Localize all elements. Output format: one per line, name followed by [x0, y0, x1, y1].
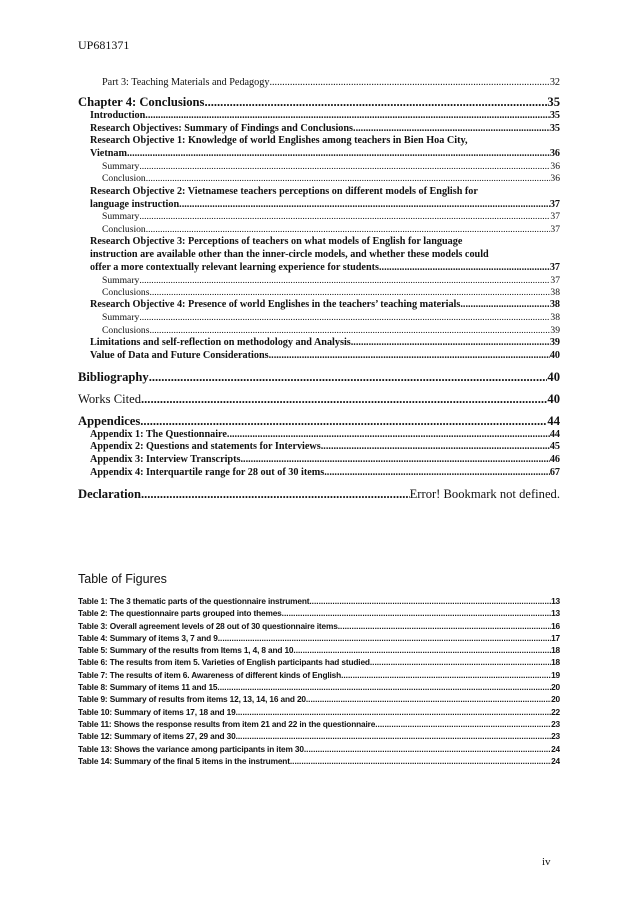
toc-entry-text: Vietnam	[90, 148, 127, 160]
toc-leader	[139, 275, 550, 287]
figure-entry[interactable]	[78, 755, 560, 767]
toc-leader	[139, 161, 550, 173]
figure-leader	[375, 718, 551, 730]
toc-leader	[127, 148, 550, 161]
toc-entry-text: Appendix 2: Questions and statements for Interviews	[90, 441, 321, 453]
toc-page-number: 36	[550, 173, 560, 185]
toc-entry-ro3-conclusions[interactable]	[78, 287, 560, 299]
figure-page-number: 18	[551, 645, 560, 656]
figure-page-number: 23	[551, 731, 560, 742]
toc-leader	[179, 199, 550, 212]
toc-entry-ro4-conclusions[interactable]	[78, 325, 560, 337]
toc-entry-ro3-line2[interactable]: instruction are available other than the inner-circle models, and whether these models could	[90, 249, 489, 260]
figure-entry-text: Table 7: The results of item 6. Awareness of different kinds of English	[78, 669, 342, 680]
figure-page-number: 17	[551, 632, 560, 643]
toc-page-number: 36	[550, 160, 560, 172]
toc-entry-text: Appendix 3: Interview Transcripts	[90, 454, 241, 466]
figure-leader	[309, 595, 551, 607]
toc-entry-ro3-summary[interactable]	[78, 275, 560, 287]
document-header-id: UP681371	[78, 38, 130, 52]
toc-entry-text: Appendix 4: Interquartile range for 28 out of 30 items	[90, 467, 325, 478]
toc-page-number: 38	[550, 287, 560, 298]
toc-entry-ro3-line1[interactable]: Research Objective 3: Perceptions of teachers on what models of English for language	[90, 236, 463, 248]
figure-page-number: 24	[551, 743, 560, 754]
figure-entry-text: Table 8: Summary of items 11 and 15	[78, 682, 218, 693]
toc-page-number: 39	[550, 324, 560, 336]
toc-entry-value[interactable]	[78, 350, 560, 363]
toc-page-number: 37	[549, 198, 560, 210]
toc-page-number: 45	[549, 441, 560, 453]
figure-leader	[293, 644, 551, 656]
toc-entry-text: Appendix 1: The Questionnaire	[90, 428, 227, 440]
toc-page-number: 46	[549, 454, 560, 466]
figure-page-number: 22	[551, 706, 560, 717]
toc-leader	[324, 467, 550, 480]
figure-entry-text: Table 5: Summary of the results from Items 1, 4, 8 and 10	[78, 645, 294, 656]
figure-entry[interactable]	[78, 632, 560, 644]
toc-entry-part3[interactable]	[78, 77, 560, 90]
figure-entry[interactable]	[78, 620, 560, 632]
figure-entry-text: Table 13: Shows the variance among participants in item 30	[78, 743, 304, 754]
toc-entry-text: Appendices	[78, 413, 141, 428]
toc-page-number: 37	[550, 223, 560, 235]
figure-entry[interactable]	[78, 595, 560, 607]
toc-leader	[321, 441, 550, 454]
toc-entry-text: Chapter 4: Conclusions	[78, 94, 205, 109]
figure-entry-text: Table 6: The results from item 5. Varieties of English participants had studied	[78, 657, 370, 668]
toc-entry-text: Summary	[102, 274, 140, 286]
figure-entry-text: Table 2: The questionnaire parts grouped into themes	[78, 608, 282, 619]
toc-entry-text: Research Objective 4: Presence of world Englishes in the teachers’ teaching materials	[90, 299, 461, 311]
figure-entry-text: Table 3: Overall agreement levels of 28 out of 30 questionnaire items	[78, 620, 338, 631]
toc-leader	[145, 110, 550, 123]
figure-entry[interactable]	[78, 681, 560, 693]
figure-entry-text: Table 11: Shows the response results from item 21 and 22 in the questionnaire	[78, 718, 376, 729]
figure-page-number: 20	[551, 682, 560, 693]
table-of-figures-title: Table of Figures	[78, 572, 167, 586]
toc-leader	[141, 391, 547, 407]
toc-page-number: 37	[549, 261, 560, 273]
figure-page-number: 24	[551, 755, 560, 766]
figure-leader	[370, 656, 551, 668]
toc-entry-ro2-conclusion[interactable]	[78, 224, 560, 236]
toc-page-number: 38	[550, 312, 560, 324]
figure-entry-text: Table 4: Summary of items 3, 7 and 9	[78, 632, 218, 643]
figure-entry[interactable]	[78, 669, 560, 681]
figure-entry[interactable]	[78, 644, 560, 656]
figure-entry[interactable]	[78, 743, 560, 755]
toc-leader	[140, 413, 547, 429]
figure-entry[interactable]	[78, 693, 560, 705]
figure-leader	[304, 743, 551, 755]
figure-page-number: 13	[551, 596, 560, 606]
toc-page-number: 67	[549, 467, 560, 478]
toc-leader	[149, 325, 550, 337]
toc-entry-text: Value of Data and Future Considerations	[90, 349, 269, 361]
figure-entry-text: Table 10: Summary of items 17, 18 and 19	[78, 706, 236, 717]
toc-entry-text: Research Objectives: Summary of Findings and Conclusions	[90, 122, 354, 134]
toc-leader	[240, 454, 549, 467]
toc-leader	[227, 429, 550, 442]
toc-entry-text: language instruction	[90, 198, 180, 210]
toc-entry-text: Introduction	[90, 109, 146, 121]
toc-entry-appendix1[interactable]	[78, 429, 560, 442]
toc-page-number: 40	[547, 369, 560, 384]
figure-page-number: 23	[551, 718, 560, 729]
toc-page-number: 35	[547, 94, 560, 109]
figure-entry[interactable]	[78, 718, 560, 730]
figure-leader	[217, 681, 551, 693]
toc-entry-text: Conclusion	[102, 173, 146, 185]
toc-entry-text: Conclusion	[102, 223, 146, 235]
toc-entry-text: Works Cited	[78, 391, 141, 406]
toc-entry-bibliography[interactable]	[78, 369, 560, 385]
figure-entry-text: Table 12: Summary of items 27, 29 and 30	[78, 731, 236, 742]
figure-leader	[290, 755, 551, 767]
toc-entry-text: Summary	[102, 211, 140, 223]
toc-leader	[204, 94, 547, 110]
figure-page-number: 16	[551, 620, 560, 631]
toc-leader	[351, 337, 550, 350]
figure-entry-text: Table 14: Summary of the final 5 items in the instrument	[78, 755, 290, 766]
toc-page-number: 37	[550, 211, 560, 223]
figure-entry-text: Table 1: The 3 thematic parts of the questionnaire instrument	[78, 596, 310, 606]
toc-page-number: 40	[549, 349, 560, 361]
toc-page-number: 35	[549, 122, 560, 134]
toc-entry-ro1-conclusion[interactable]	[78, 173, 560, 185]
figure-leader	[236, 706, 552, 718]
table-of-figures-list	[78, 595, 560, 767]
toc-entry-ro3[interactable]	[78, 262, 560, 275]
toc-leader	[149, 287, 550, 299]
toc-page-number: 32	[549, 77, 560, 88]
figure-page-number: 19	[551, 669, 560, 680]
figure-entry[interactable]	[78, 656, 560, 668]
toc-page-number: 35	[549, 109, 560, 121]
figure-leader	[338, 620, 551, 632]
figure-entry[interactable]	[78, 607, 560, 619]
toc-page-number: 40	[547, 391, 560, 406]
toc-page-number: 44	[549, 428, 560, 440]
toc-entry-text: Declaration	[78, 486, 141, 501]
figure-entry[interactable]	[78, 706, 560, 718]
figure-leader	[306, 693, 551, 705]
toc-entry-ro1[interactable]	[78, 148, 560, 161]
figure-leader	[282, 607, 551, 619]
table-of-contents	[78, 77, 560, 502]
bookmark-error-text: Error! Bookmark not defined.	[409, 486, 560, 501]
toc-entry-appendix4[interactable]	[78, 467, 560, 480]
toc-entry-appendix3[interactable]	[78, 454, 560, 467]
toc-entry-ro2-summary[interactable]	[78, 211, 560, 223]
toc-entry-appendix2[interactable]	[78, 441, 560, 454]
toc-entry-text: Summary	[102, 312, 140, 324]
toc-entry-text: Bibliography	[78, 369, 149, 384]
toc-entry-ro4-summary[interactable]	[78, 312, 560, 324]
toc-leader	[379, 262, 550, 275]
toc-leader	[139, 312, 550, 324]
toc-leader	[269, 77, 549, 90]
toc-entry-text: Conclusions	[102, 324, 150, 336]
figure-leader	[341, 669, 551, 681]
toc-leader	[141, 486, 410, 502]
toc-entry-text: Conclusions	[102, 287, 150, 298]
toc-entry-chapter4[interactable]	[78, 94, 560, 110]
toc-entry-text: offer a more contextually relevant learning experience for students	[90, 261, 379, 273]
toc-page-number: 39	[549, 337, 560, 349]
toc-entry-works-cited[interactable]	[78, 391, 560, 407]
page-number-footer: iv	[542, 856, 551, 868]
figure-page-number: 20	[551, 694, 560, 705]
toc-entry-ro1-summary[interactable]	[78, 161, 560, 173]
toc-entry-ro1-line1[interactable]: Research Objective 1: Knowledge of world Englishes among teachers in Bien Hoa City,	[90, 135, 468, 147]
toc-entry-text: Summary	[102, 160, 140, 172]
toc-leader	[149, 369, 548, 385]
toc-entry-appendices[interactable]	[78, 413, 560, 429]
figure-leader	[236, 730, 552, 742]
figure-page-number: 13	[551, 608, 560, 619]
toc-page-number: 36	[549, 148, 560, 160]
toc-entry-ro4[interactable]	[78, 299, 560, 312]
toc-leader	[146, 173, 551, 185]
toc-leader	[146, 224, 551, 236]
toc-entry-text: Limitations and self-reflection on methodology and Analysis	[90, 337, 351, 349]
toc-entry-declaration[interactable]	[78, 486, 560, 502]
toc-leader	[269, 350, 550, 363]
toc-entry-text: Part 3: Teaching Materials and Pedagogy	[102, 77, 270, 88]
toc-entry-limitations[interactable]	[78, 337, 560, 350]
figure-entry[interactable]	[78, 730, 560, 742]
figure-entry-text: Table 9: Summary of results from items 12, 13, 14, 16 and 20	[78, 694, 306, 705]
toc-leader	[460, 299, 549, 312]
toc-page-number: 38	[549, 299, 560, 311]
toc-entry-ro2-line1[interactable]: Research Objective 2: Vietnamese teachers perceptions on different models of English for	[90, 185, 478, 197]
toc-entry-objectives-summary[interactable]	[78, 123, 560, 136]
toc-page-number: 37	[550, 274, 560, 286]
toc-leader	[353, 123, 550, 136]
figure-leader	[218, 632, 551, 644]
toc-leader	[139, 211, 550, 223]
figure-page-number: 18	[551, 657, 560, 668]
toc-page-number: 44	[547, 413, 560, 428]
toc-entry-introduction[interactable]	[78, 110, 560, 123]
toc-entry-ro2[interactable]	[78, 199, 560, 212]
